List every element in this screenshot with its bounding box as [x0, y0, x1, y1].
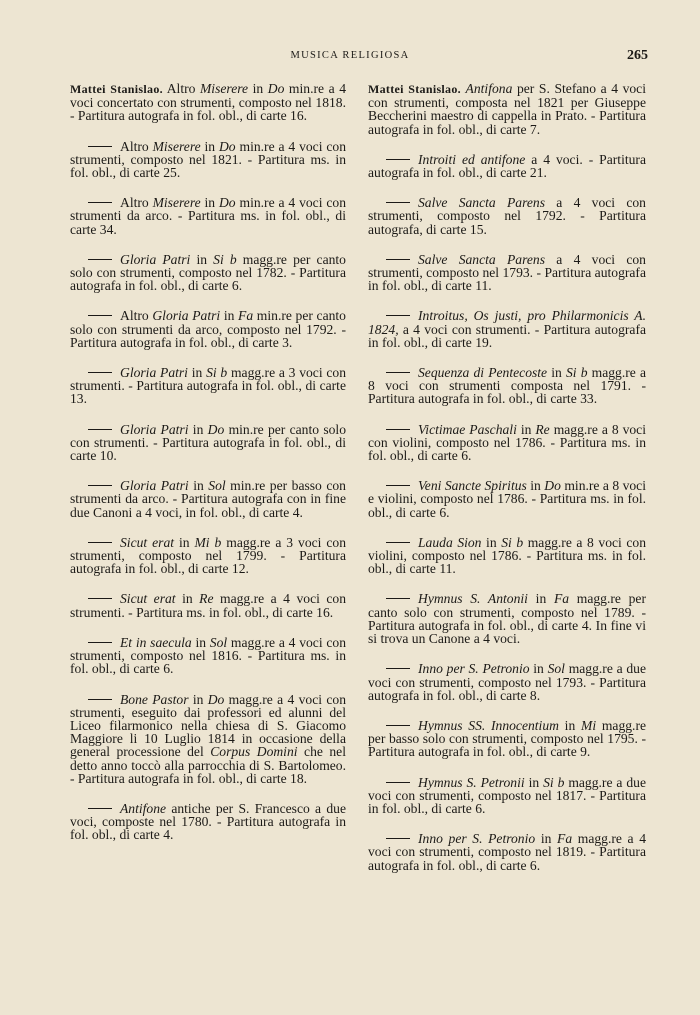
work-title: Salve Sancta Parens [418, 251, 545, 267]
ditto-dash [386, 782, 410, 783]
entry-description: a 4 voci con strumenti, composto nel 1792. - Partitura autografa, di carte 15. [368, 195, 646, 237]
entry-description: magg.re a 3 voci con strumenti. - Partitura autografa in fol. obl., di carte 13. [70, 365, 347, 407]
musical-key: Fa [557, 831, 573, 847]
work-title: Hymnus S. Antonii [418, 591, 528, 607]
ditto-dash [386, 542, 410, 543]
musical-key: Re [199, 591, 214, 607]
entry-description: magg.re a 3 voci con strumenti, composto nel 1799. - Partitura autografa in fol. obl., di carte 12. [70, 534, 347, 577]
ditto-dash [88, 315, 112, 316]
catalog-entry [368, 366, 646, 406]
ditto-dash [386, 725, 410, 726]
musical-key: Fa [553, 591, 570, 607]
catalog-entry [68, 140, 346, 180]
catalog-entry [68, 423, 346, 463]
entry-description: per S. Stefano a 4 voci con strumenti, composta nel 1821 per Giuseppe Beccherini maestro di cappella in Prato. - Partitura autografa in fol. obl., di carte 7. [368, 81, 646, 137]
musical-key: Do [218, 138, 236, 154]
feast-title: Corpus Domini [210, 744, 298, 760]
work-title: Hymnus SS. Innocentium [418, 717, 559, 733]
catalog-entry [68, 82, 346, 123]
entry-connector: in [220, 308, 239, 324]
ditto-dash [386, 259, 410, 260]
ditto-dash [386, 429, 410, 430]
entry-description: a 4 voci con strumenti. - Partitura autografa in fol. obl., di carte 19. [368, 321, 646, 350]
musical-key: Mi b [194, 534, 222, 550]
ditto-dash [386, 838, 410, 839]
catalog-entry [68, 636, 346, 676]
work-title: Et in saecula [120, 634, 192, 650]
work-title: Introitus, Os justi, pro Philarmonicis A. 1824, [368, 308, 646, 337]
catalog-entry [368, 479, 646, 519]
ditto-dash [88, 202, 112, 203]
entry-connector: in [175, 591, 200, 607]
catalog-entry [68, 536, 346, 576]
ditto-dash [386, 315, 410, 316]
entry-description: antiche per S. Francesco a due voci, composte nel 1780. - Partitura autografa in fol. obl., di carte 4. [70, 800, 346, 843]
catalog-entry [368, 536, 646, 576]
entry-description: min.re a 8 voci e violini, composto nel 1786. - Partitura ms. in fol. obl., di carte 6. [368, 478, 646, 520]
entry-connector: in [188, 691, 208, 707]
ditto-dash [88, 146, 112, 147]
entry-connector: in [187, 365, 207, 381]
entry-description: magg.re a 4 voci con strumenti. - Partitura ms. in fol. obl., di carte 16. [70, 591, 347, 620]
musical-key: Do [267, 81, 285, 96]
musical-key: Sol [208, 478, 226, 494]
entry-description: magg.re per canto solo con strumenti, composto nel 1782. - Partitura autografa in fol. obl., di carte 6. [70, 251, 346, 294]
right-column [368, 82, 646, 889]
entry-description: min.re per canto solo con strumenti. - Partitura autografa in fol. obl., di carte 10. [70, 421, 346, 464]
entry-description: magg.re a 8 voci con strumenti composta nel 1791. - Partitura autografa in fol. obl., di carte 33. [368, 365, 646, 407]
ditto-dash [386, 485, 410, 486]
entry-description: min.re a 4 voci con strumenti, composto nel 1821. - Partitura ms. in fol. obl., di carte 25. [70, 138, 346, 181]
ditto-dash [88, 542, 112, 543]
ditto-dash [88, 808, 112, 809]
entry-description: min.re per basso con strumenti da arco. - Partitura autografa con in fine due Canoni a 4 voci, in fol. obl., di carte 4. [70, 478, 346, 520]
entry-prefix: Altro [120, 138, 153, 154]
work-title: Miserere [152, 195, 201, 211]
work-title: Inno per S. Petronio [418, 661, 530, 677]
entry-connector: in [248, 81, 268, 96]
work-title: Sicut erat [120, 591, 176, 607]
entry-connector: in [524, 774, 544, 790]
musical-key: Re [535, 421, 550, 437]
work-title: Gloria Patri [120, 365, 188, 381]
work-title: Antifona [465, 81, 513, 96]
catalog-entry [368, 196, 646, 236]
entry-description: magg.re a 4 voci con strumenti, eseguito dai professori ed alunni del Liceo filarmonico nella chiesa di S. Giacomo Maggiore li 10 Luglio 1814 in occasione della general processione del [70, 691, 346, 760]
work-title: Bone Pastor [120, 691, 189, 707]
musical-key: Si b [543, 774, 565, 790]
entry-description: a 4 voci. - Partitura autografa in fol. obl., di carte 21. [368, 151, 646, 181]
musical-key: Fa [238, 308, 254, 324]
work-title: Salve Sancta Parens [418, 195, 545, 211]
entry-connector: in [526, 478, 545, 494]
entry-connector: in [516, 421, 536, 437]
ditto-dash [88, 259, 112, 260]
musical-key: Si b [565, 365, 588, 381]
catalog-entry [368, 423, 646, 463]
catalog-entry [368, 662, 646, 702]
entry-connector: in [558, 717, 581, 733]
ditto-dash [386, 202, 410, 203]
catalog-entry [368, 719, 646, 759]
catalog-entry [68, 196, 346, 236]
entry-description: magg.re a 4 voci con strumenti, composto nel 1819. - Partitura autografa in fol. obl., di carte 6. [368, 831, 646, 873]
catalog-entry [68, 479, 346, 519]
musical-key: Si b [213, 251, 237, 267]
work-title: Gloria Patri [120, 251, 191, 267]
entry-connector: in [188, 421, 208, 437]
musical-key: Sol [209, 634, 228, 650]
entry-description: magg.re per basso solo con strumenti, composto nel 1795. - Partitura autografa in fol. obl., di carte 9. [368, 717, 646, 760]
work-title: Inno per S. Petronio [418, 831, 536, 847]
catalog-entry [368, 309, 646, 349]
catalog-entry [68, 309, 346, 349]
entry-description: magg.re a due voci con strumenti, composto nel 1817. - Partitura in fol. obl., di carte 6. [368, 774, 646, 816]
work-title: Gloria Patri [152, 308, 221, 324]
entry-description: magg.re a 8 voci con violini, composto nel 1786. - Partitura ms. in fol. obl., di carte 6. [368, 421, 646, 464]
entry-prefix: Altro [120, 195, 153, 211]
ditto-dash [386, 598, 410, 599]
musical-key: Si b [501, 534, 524, 550]
left-column [68, 82, 346, 859]
catalog-entry [368, 253, 646, 293]
entry-prefix: Altro [162, 81, 200, 96]
entry-description: magg.re a 8 voci con violini, composto nel 1786. - Partitura ms. in fol. obl., di carte 11. [368, 534, 646, 577]
catalog-entry [368, 592, 646, 645]
running-title: MUSICA RELIGIOSA [290, 50, 410, 61]
work-title: Sequenza di Pentecoste [418, 365, 548, 381]
work-title: Introiti ed antifone [418, 151, 526, 167]
ditto-dash [386, 668, 410, 669]
entry-connector: in [481, 534, 502, 550]
entry-connector: in [200, 138, 219, 154]
work-title: Hymnus S. Petronii [418, 774, 525, 790]
musical-key: Mi [581, 717, 597, 733]
musical-key: Do [218, 195, 236, 211]
catalog-entry [368, 82, 646, 136]
musical-key: Sol [547, 661, 565, 677]
work-title: Lauda Sion [418, 534, 482, 550]
work-title: Sicut erat [120, 534, 175, 550]
ditto-dash [88, 699, 112, 700]
work-title: Veni Sancte Spiritus [418, 478, 527, 494]
entry-connector: in [191, 634, 210, 650]
entry-connector: in [190, 251, 214, 267]
entry-connector: in [174, 534, 195, 550]
work-title: Gloria Patri [120, 478, 189, 494]
ditto-dash [88, 485, 112, 486]
entry-description: min.re per canto solo con strumenti da arco, composto nel 1792. - Partitura autografa in fol. obl., di carte 3. [70, 308, 346, 350]
ditto-dash [88, 372, 112, 373]
musical-key: Do [207, 691, 225, 707]
entry-connector: in [200, 195, 219, 211]
catalog-entry [368, 776, 646, 816]
composer-name: Mattei Stanislao. [70, 82, 163, 96]
ditto-dash [386, 372, 410, 373]
entry-description: magg.re a due voci con strumenti, composto nel 1793. - Partitura autografa in fol. obl., di carte 8. [368, 661, 646, 703]
catalog-entry [368, 832, 646, 872]
entry-description: min.re a 4 voci con strumenti da arco. - Partitura ms. in fol. obl., di carte 34. [70, 195, 346, 237]
composer-name: Mattei Stanislao. [368, 82, 461, 96]
work-title: Victimae Paschali [418, 421, 517, 437]
entry-description: magg.re per canto solo con strumenti, composto nel 1789. - Partitura autografa in fol. obl., di carte 4. In fine vi si trova un Canone a 4 voci. [368, 591, 646, 647]
work-title: Antifone [120, 800, 167, 816]
musical-key: Do [207, 421, 225, 437]
musical-key: Do [544, 478, 561, 494]
work-title: Miserere [199, 81, 249, 96]
work-title: Gloria Patri [120, 421, 189, 437]
entry-connector: in [547, 365, 566, 381]
catalog-entry [68, 253, 346, 293]
catalog-entry [68, 693, 346, 785]
musical-key: Si b [206, 365, 228, 381]
catalog-entry [68, 366, 346, 406]
entry-connector: in [188, 478, 209, 494]
entry-connector: in [527, 591, 554, 607]
entry-connector: in [529, 661, 548, 677]
catalog-entry [68, 592, 346, 618]
page-header [0, 48, 700, 68]
entry-connector: in [535, 831, 558, 847]
entry-description: magg.re a 4 voci con strumenti, composto nel 1816. - Partitura ms. in fol. obl., di carte 6. [70, 634, 346, 677]
catalog-entry [68, 802, 346, 842]
ditto-dash [88, 429, 112, 430]
ditto-dash [88, 642, 112, 643]
work-title: Miserere [152, 138, 201, 154]
entry-description: a 4 voci con strumenti, composto nel 1793. - Partitura autografa in fol. obl., di carte 11. [368, 251, 646, 294]
catalog-entry [368, 153, 646, 179]
page-number: 265 [627, 48, 648, 63]
entry-description-continued: che nel detto anno toccò alla parrocchia di S. Bartolomeo. - Partitura autografa in fol. obl., di carte 18. [70, 744, 346, 786]
ditto-dash [386, 159, 410, 160]
entry-description: min.re a 4 voci concertato con strumenti, composto nel 1818. - Partitura autografa in fol. obl., di carte 16. [70, 81, 346, 124]
ditto-dash [88, 598, 112, 599]
entry-prefix: Altro [120, 308, 153, 324]
